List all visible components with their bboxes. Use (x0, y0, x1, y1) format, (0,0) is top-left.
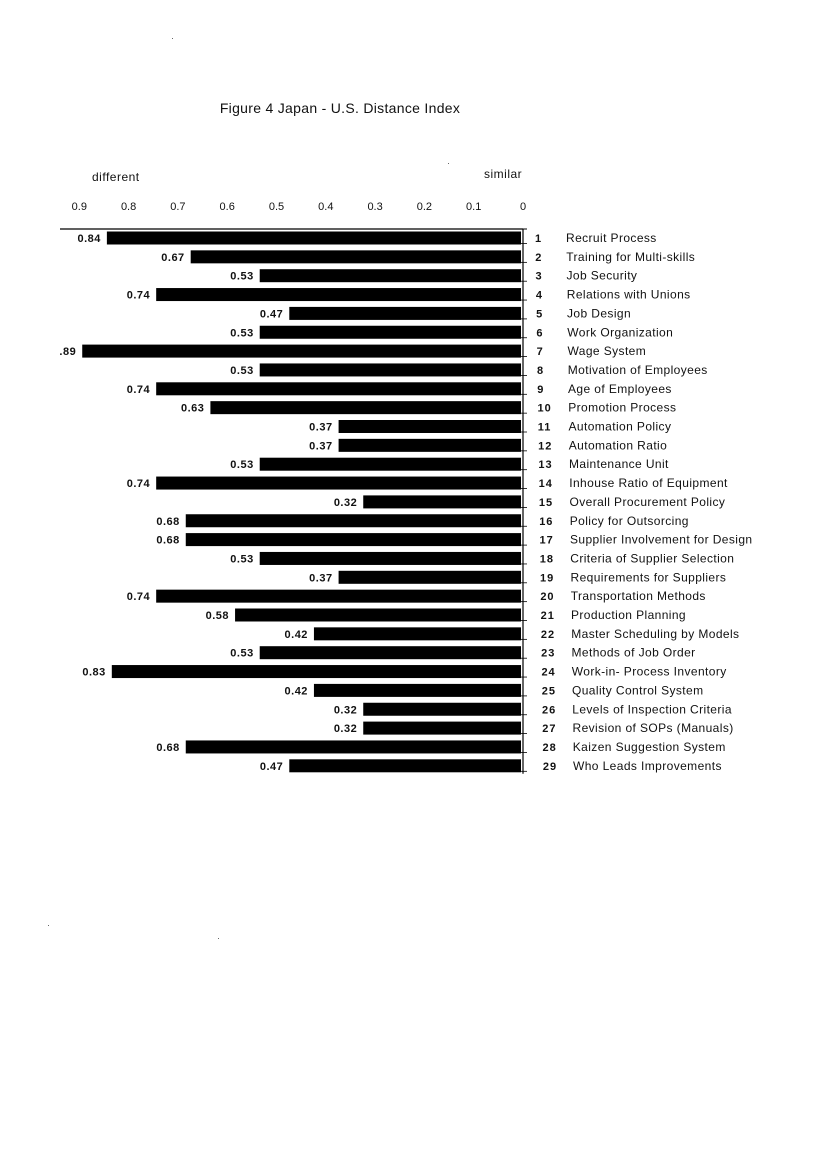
bar (339, 420, 521, 433)
category-label: Work-in- Process Inventory (571, 664, 727, 679)
item-number: 15 (538, 496, 554, 509)
bar (260, 552, 521, 565)
item-number: 23 (541, 647, 556, 660)
bar (260, 646, 521, 659)
scan-speck (48, 925, 49, 926)
value-label: 0.37 (309, 421, 333, 434)
bar (289, 759, 521, 772)
value-label: 0.84 (77, 233, 101, 245)
value-label: 0.47 (259, 308, 284, 321)
value-label: 0.37 (309, 440, 333, 453)
value-label: 0.53 (230, 327, 254, 340)
bar (260, 326, 521, 339)
value-label: 0.74 (126, 591, 151, 604)
item-number: 3 (535, 270, 543, 283)
item-number: 28 (542, 741, 557, 754)
bar (363, 722, 521, 735)
bar (191, 250, 521, 263)
bar (210, 401, 521, 414)
bar (186, 514, 521, 527)
value-label: 0.53 (230, 270, 254, 283)
value-label: 0.68 (156, 534, 180, 547)
bar (339, 571, 521, 584)
value-label: 0.37 (309, 572, 333, 585)
bar (156, 590, 521, 603)
category-label: Automation Ratio (568, 438, 668, 453)
item-number: 8 (536, 364, 545, 377)
category-label: Criteria of Supplier Selection (570, 551, 735, 566)
bar (260, 269, 521, 282)
item-number: 16 (539, 515, 554, 528)
value-label: 0.83 (82, 666, 106, 679)
bar (107, 232, 521, 245)
item-number: 21 (540, 610, 555, 622)
category-label: Overall Procurement Policy (569, 494, 726, 509)
category-label: Revision of SOPs (Manuals) (572, 721, 734, 736)
bar (260, 458, 521, 471)
category-label: Relations with Unions (566, 287, 691, 302)
category-label: Methods of Job Order (571, 645, 696, 660)
value-label: 0.32 (333, 496, 358, 509)
x-tick-label: 0.6 (219, 201, 235, 213)
value-label: .89 (59, 346, 77, 359)
item-number: 12 (538, 440, 553, 453)
item-number: 11 (537, 421, 552, 434)
x-tick-label: 0.8 (120, 201, 137, 213)
item-number: 1 (535, 233, 543, 245)
x-tick-label: 0.3 (367, 201, 383, 213)
value-label: 0.63 (180, 402, 205, 415)
x-tick-label: 0.2 (416, 201, 433, 213)
bar (156, 288, 521, 301)
item-number: 29 (542, 760, 558, 773)
bar (314, 627, 521, 640)
bar (314, 684, 521, 697)
item-number: 13 (538, 459, 553, 472)
x-tick-label: 0.5 (268, 201, 285, 213)
bar (363, 495, 521, 508)
bar (339, 439, 521, 452)
category-label: Promotion Process (568, 400, 677, 415)
category-label: Job Security (566, 268, 638, 283)
item-number: 18 (539, 553, 555, 566)
category-label: Maintenance Unit (569, 457, 669, 472)
x-tick-label: 0.1 (466, 201, 482, 213)
category-label: Transportation Methods (570, 589, 706, 604)
category-label: Age of Employees (568, 381, 672, 396)
category-label: Job Design (567, 306, 632, 321)
bar (82, 345, 521, 358)
category-label: Training for Multi-skills (566, 249, 696, 264)
scan-speck (218, 938, 219, 939)
item-number: 6 (536, 327, 544, 340)
bar (156, 477, 521, 490)
bar (156, 382, 521, 395)
category-label: Automation Policy (568, 419, 672, 434)
x-tick-label: 0 (519, 201, 527, 213)
item-number: 5 (536, 308, 544, 321)
chart-title: Figure 4 Japan - U.S. Distance Index (219, 100, 461, 116)
category-label: Who Leads Improvements (573, 758, 722, 773)
value-label: 0.58 (205, 610, 230, 622)
item-number: 24 (541, 666, 556, 679)
axis-label-similar: similar (484, 167, 523, 181)
value-label: 0.74 (126, 478, 151, 491)
category-label: Inhouse Ratio of Equipment (569, 476, 728, 491)
value-label: 0.68 (156, 515, 180, 528)
x-tick-label: 0.9 (71, 201, 87, 213)
scan-speck (172, 38, 173, 39)
category-label: Policy for Outsorcing (569, 513, 689, 528)
item-number: 7 (536, 346, 544, 359)
x-tick-label: 0.7 (170, 201, 186, 213)
bar (260, 363, 521, 376)
x-tick-label: 0.4 (318, 201, 334, 213)
axis-label-different: different (92, 170, 140, 184)
value-label: 0.53 (230, 647, 254, 660)
value-label: 0.53 (230, 364, 254, 377)
bar (363, 703, 521, 716)
item-number: 20 (540, 591, 555, 604)
category-label: Quality Control System (572, 683, 704, 698)
value-label: 0.53 (230, 459, 254, 472)
item-number: 17 (539, 534, 554, 547)
bar (235, 609, 521, 622)
item-number: 9 (537, 383, 545, 396)
category-label: Levels of Inspection Criteria (572, 702, 732, 717)
item-number: 22 (540, 628, 556, 641)
item-number: 4 (535, 289, 543, 302)
category-label: Motivation of Employees (567, 362, 708, 377)
value-label: 0.68 (156, 741, 180, 754)
item-number: 14 (538, 478, 553, 491)
category-label: Work Organization (567, 325, 674, 340)
value-label: 0.42 (284, 685, 308, 698)
category-label: Wage System (567, 344, 647, 359)
scan-speck (448, 163, 449, 164)
value-label: 0.67 (161, 251, 185, 264)
item-number: 26 (542, 704, 557, 717)
bar (112, 665, 521, 678)
value-label: 0.47 (259, 760, 284, 773)
value-label: 0.32 (333, 704, 358, 717)
category-label: Production Planning (571, 608, 687, 622)
value-label: 0.32 (333, 723, 358, 736)
value-label: 0.74 (126, 289, 151, 302)
bar (186, 740, 521, 753)
item-number: 25 (541, 685, 556, 698)
value-label: 0.74 (126, 383, 151, 396)
bar (186, 533, 521, 546)
item-number: 19 (540, 572, 555, 585)
category-label: Supplier Involvement for Design (570, 532, 753, 547)
item-number: 2 (535, 251, 543, 264)
value-label: 0.53 (230, 553, 254, 566)
value-label: 0.42 (284, 628, 308, 641)
bar (289, 307, 521, 320)
category-label: Master Scheduling by Models (571, 626, 740, 641)
category-label: Kaizen Suggestion System (572, 739, 726, 754)
item-number: 27 (542, 723, 557, 736)
item-number: 10 (537, 402, 552, 415)
category-label: Requirements for Suppliers (570, 570, 727, 585)
category-label: Recruit Process (566, 231, 657, 245)
